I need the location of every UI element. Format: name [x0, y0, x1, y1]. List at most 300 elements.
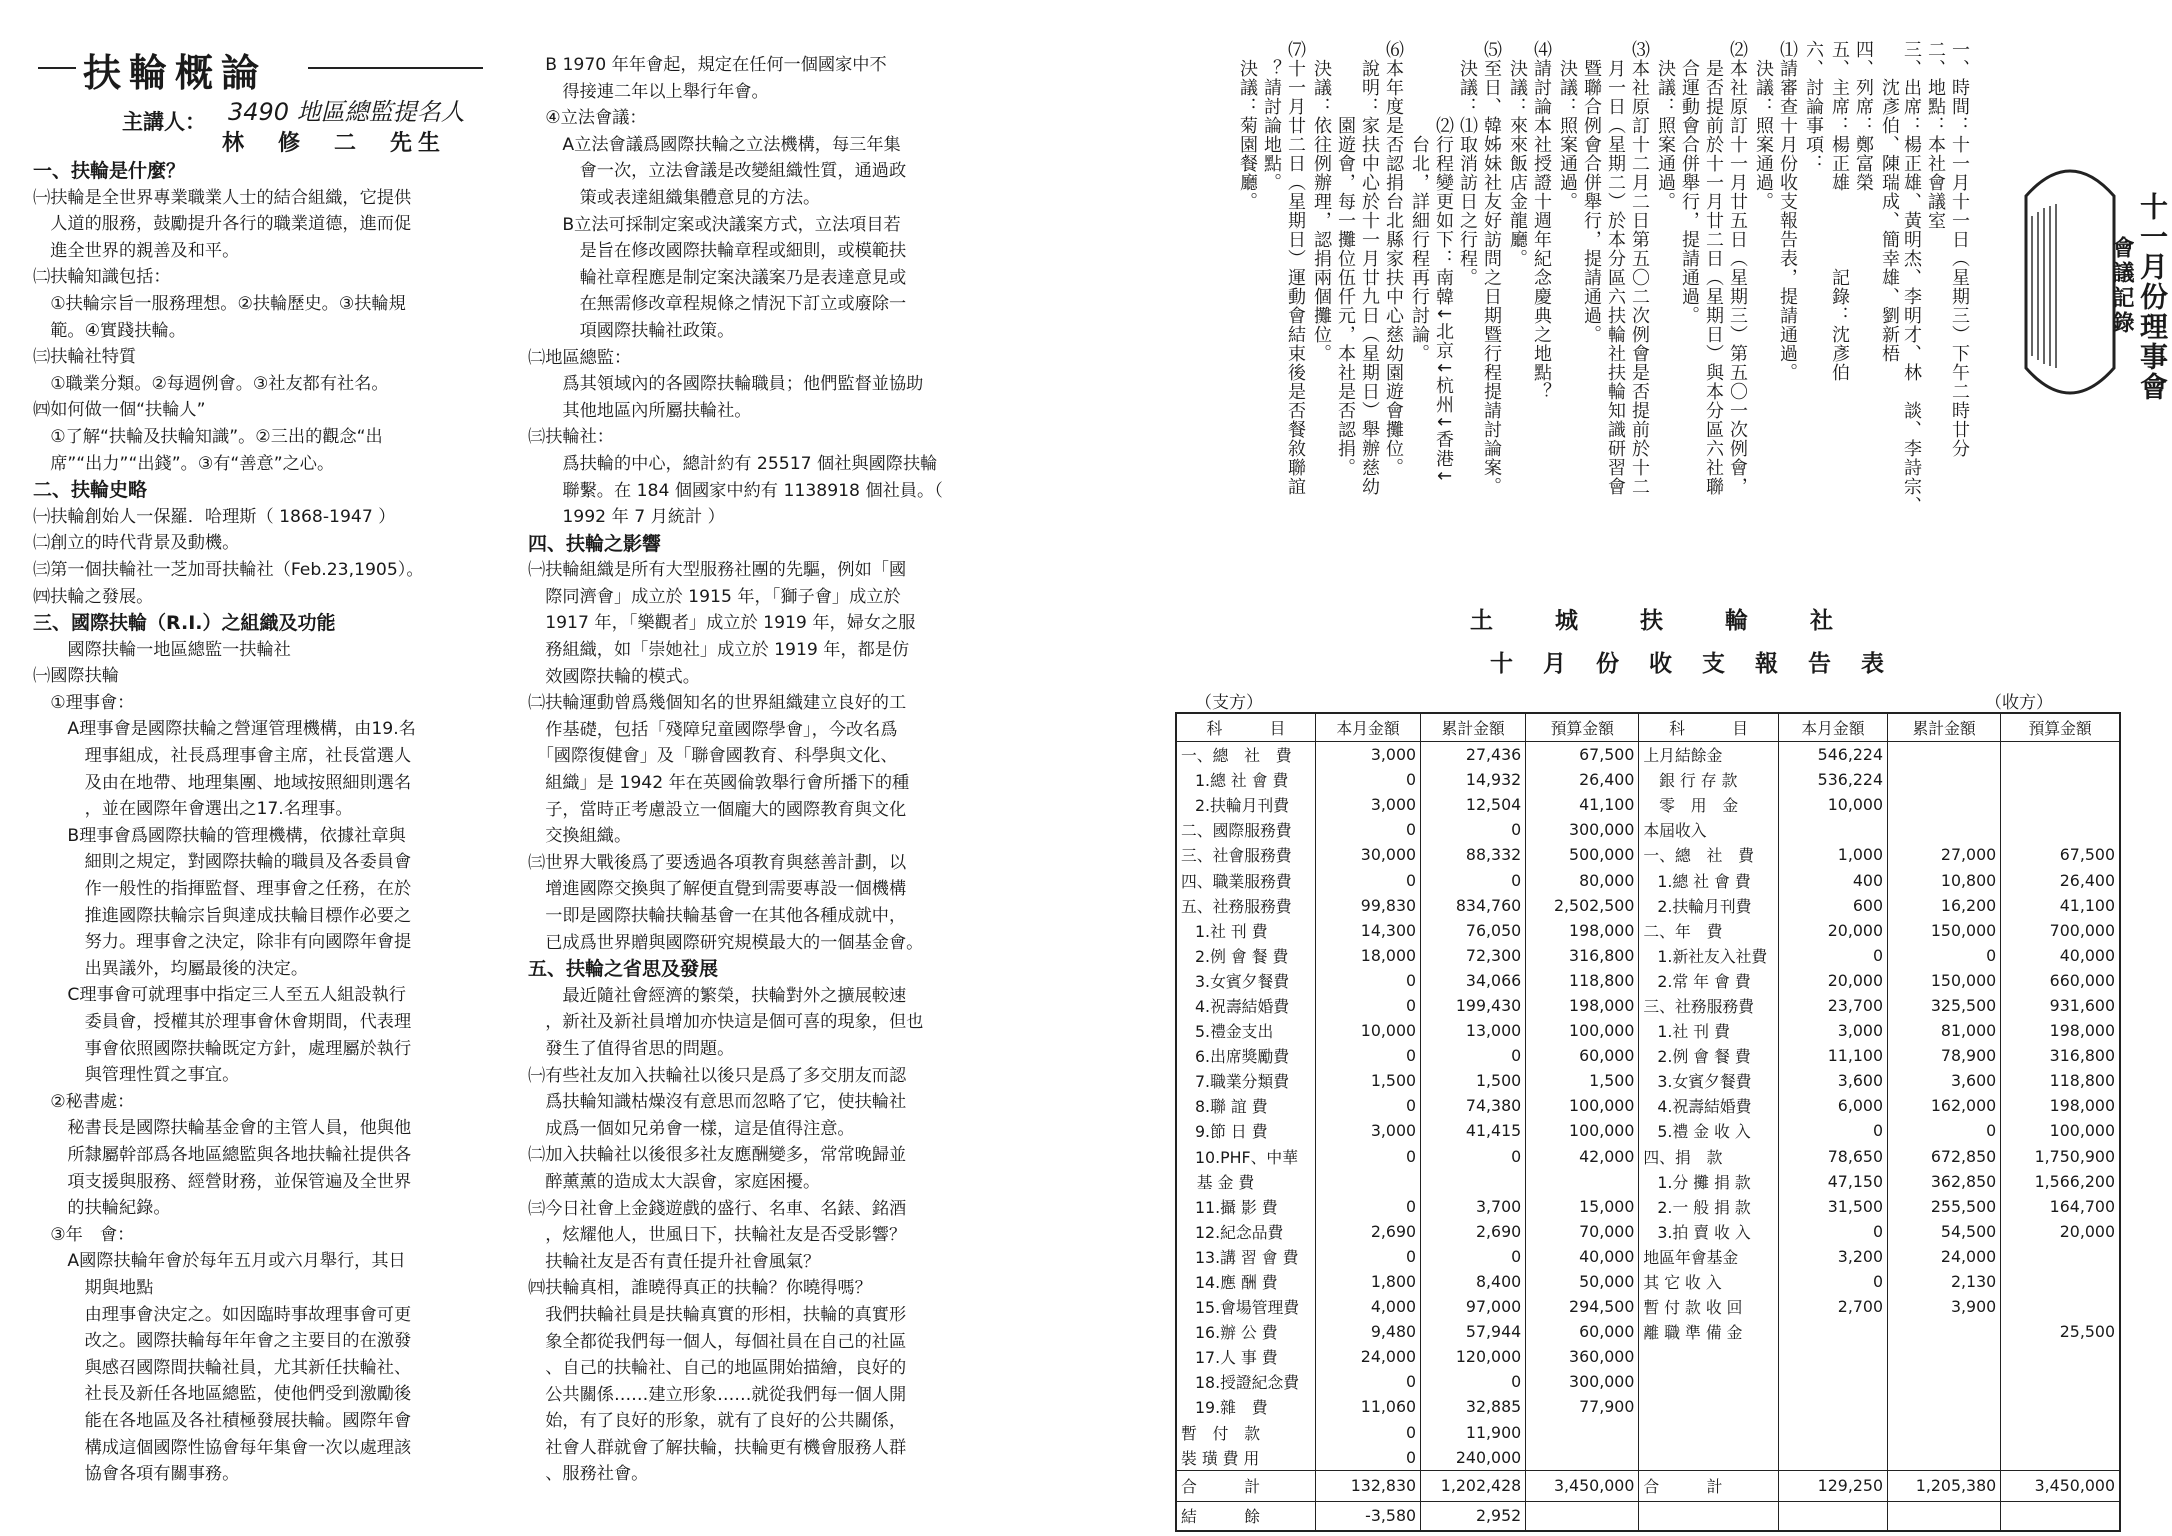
minutes-line: 五、主席：楊正雄 記錄：沈彥伯 [1829, 40, 1850, 382]
table-cell: 0 [1778, 1269, 1887, 1294]
table-cell: 255,500 [1888, 1194, 2001, 1219]
table-cell: 0 [1315, 1043, 1420, 1068]
table-cell [1888, 1344, 2001, 1369]
table-row [1176, 1219, 2120, 1244]
table-row [1176, 1344, 2120, 1369]
table-cell: 2.扶輪月刊費 [1176, 792, 1315, 817]
table-cell: 100,000 [1526, 1093, 1639, 1118]
text-line: 增進國際交換與了解便直覺到需要專設一個機構 [528, 879, 907, 900]
minutes-line: ？請討論地點。 [1261, 40, 1282, 192]
table-cell: 25,500 [2001, 1319, 2120, 1344]
text-line: 協會各項有關事務。 [33, 1464, 240, 1485]
table-cell: 銀 行 存 款 [1639, 767, 1778, 792]
text-line: 能在各地區及各社積極發展扶輪。國際年會 [33, 1410, 412, 1431]
minutes-line: 四、列席：鄭富榮 [1853, 40, 1874, 192]
table-cell: 暫 付 款 [1176, 1420, 1315, 1445]
table-row [1176, 943, 2120, 968]
table-cell: 78,650 [1778, 1144, 1887, 1169]
table-cell [1888, 1420, 2001, 1445]
table-cell: 0 [1315, 1194, 1420, 1219]
table-cell: 3,700 [1421, 1194, 1526, 1219]
table-row [1176, 867, 2120, 892]
table-cell: 18.授證紀念費 [1176, 1369, 1315, 1394]
minutes-line: 決議：依往例辦理，認捐兩個攤位。 [1311, 40, 1332, 363]
text-line: 務組織，如「崇她社」成立於 1919 年，都是仿 [528, 640, 910, 661]
table-cell: 2,690 [1421, 1219, 1526, 1244]
table-cell: 5.禮 金 收 入 [1639, 1118, 1778, 1143]
table-cell [1639, 1501, 1778, 1531]
text-line: 社長及新任各地區總監，使他們受到激勵後 [33, 1384, 412, 1405]
table-cell: 4,000 [1315, 1294, 1420, 1319]
table-cell: 一、總 社 費 [1176, 742, 1315, 768]
table-cell: 其 它 收 入 [1639, 1269, 1778, 1294]
table-cell: 26,400 [2001, 867, 2120, 892]
minutes-line: 沈彥伯、陳瑞成、簡幸雄、劉新梧 [1879, 40, 1900, 363]
table-cell: 零 用 金 [1639, 792, 1778, 817]
table-cell [1888, 792, 2001, 817]
table-cell: 0 [1888, 1118, 2001, 1143]
table-cell: 70,000 [1526, 1219, 1639, 1244]
text-line: ㈣扶輪真相，誰曉得真正的扶輪？你曉得嗎？ [528, 1278, 872, 1299]
text-line: B 1970 年年會起，規定在任何一個國家中不 [528, 55, 887, 75]
table-cell: 362,850 [1888, 1169, 2001, 1194]
table-cell: 162,000 [1888, 1093, 2001, 1118]
speaker-block [110, 92, 490, 162]
table-cell: 1.新社友入社費 [1639, 943, 1778, 968]
text-line: 、服務社會。 [528, 1464, 649, 1485]
table-cell [1778, 1344, 1887, 1369]
table-cell: 27,000 [1888, 842, 2001, 867]
table-cell [2001, 1269, 2120, 1294]
text-line: 委員會，授權其於理事會休會期間，代表理 [33, 1012, 412, 1032]
table-cell [2001, 1369, 2120, 1394]
text-line: 際同濟會」成立於 1915 年，「獅子會」成立於 [528, 586, 901, 607]
text-line: ㈡創立的時代背景及動機。 [33, 533, 240, 554]
title-rule-left [38, 67, 76, 69]
text-line: 人道的服務，鼓勵提升各行的職業道德，進而促 [33, 214, 412, 235]
table-cell: 325,500 [1888, 993, 2001, 1018]
table-cell: 40,000 [1526, 1244, 1639, 1269]
table-cell [1639, 1344, 1778, 1369]
text-line: B立法可採制定案或決議案方式，立法項目若 [528, 214, 901, 235]
text-line: 秘書長是國際扶輪基金會的主管人員，他與他 [33, 1118, 412, 1139]
text-line: 進全世界的親善及和平。 [33, 240, 240, 261]
table-cell: 3,000 [1315, 742, 1420, 768]
table-cell: 3,000 [1315, 792, 1420, 817]
table-cell: 0 [1778, 1118, 1887, 1143]
table-cell: 10,800 [1888, 867, 2001, 892]
text-line: ④立法會議： [528, 108, 647, 129]
table-cell: 31,500 [1778, 1194, 1887, 1219]
table-cell: 2.例 會 餐 費 [1176, 943, 1315, 968]
table-cell: 76,050 [1421, 918, 1526, 943]
table-cell: 7.職業分類費 [1176, 1068, 1315, 1093]
text-line: 最近隨社會經濟的繁榮，扶輪對外之擴展較速 [528, 985, 907, 1006]
table-cell: 5.禮金支出 [1176, 1018, 1315, 1043]
section-heading: 一、扶輪是什麼？ [33, 160, 186, 182]
table-cell [1778, 1501, 1887, 1531]
text-line: ㈠扶輪創始人一保羅．哈理斯（ 1868-1947 ） [33, 506, 396, 527]
table-cell: 合 計 [1639, 1470, 1778, 1501]
text-line: 期與地點 [33, 1277, 154, 1298]
text-line: 得接連二年以上舉行年會。 [528, 81, 769, 102]
table-cell: 536,224 [1778, 767, 1887, 792]
table-cell [2001, 792, 2120, 817]
table-cell: 1.分 攤 捐 款 [1639, 1169, 1778, 1194]
text-line: 社會人群就會了解扶輪，扶輪更有機會服務人群 [528, 1437, 907, 1458]
text-line: B理事會爲國際扶輪的管理機構，依據社章與 [33, 825, 406, 846]
table-cell: 129,250 [1778, 1470, 1887, 1501]
table-cell: 72,300 [1421, 943, 1526, 968]
table-cell [1888, 1501, 2001, 1531]
text-line: 始，有了良好的形象，就有了良好的公共關係， [528, 1411, 907, 1432]
table-cell: 合 計 [1176, 1470, 1315, 1501]
table-row [1176, 792, 2120, 817]
table-cell: 17.人 事 費 [1176, 1344, 1315, 1369]
table-cell: 24,000 [1315, 1344, 1420, 1369]
table-cell: 74,380 [1421, 1093, 1526, 1118]
table-cell: 0 [1315, 1420, 1420, 1445]
minutes-line: 決議：照案通過。 [1655, 40, 1676, 211]
table-cell: 80,000 [1526, 867, 1639, 892]
table-cell: 27,436 [1421, 742, 1526, 768]
table-cell: 暫 付 款 收 回 [1639, 1294, 1778, 1319]
text-line: 組織」是 1942 年在英國倫敦舉行會所播下的種 [528, 773, 910, 794]
table-cell: 360,000 [1526, 1344, 1639, 1369]
column-header: 本月金額 [1315, 713, 1420, 742]
table-cell: 60,000 [1526, 1043, 1639, 1068]
text-line: ㈡扶輪知識包括： [33, 267, 171, 288]
table-cell: 20,000 [2001, 1219, 2120, 1244]
text-line: ㈢扶輪社： [528, 427, 614, 448]
table-cell: 57,944 [1421, 1319, 1526, 1344]
title-rule-right [308, 67, 483, 69]
table-cell: 0 [1778, 1219, 1887, 1244]
table-cell: 8.聯 誼 費 [1176, 1093, 1315, 1118]
table-cell: 2,690 [1315, 1219, 1420, 1244]
table-cell: 18,000 [1315, 943, 1420, 968]
text-line: ①扶輪宗旨一服務理想。②扶輪歷史。③扶輪規 [33, 293, 406, 314]
table-cell: 0 [1315, 1369, 1420, 1394]
text-line: ①理事會： [33, 692, 135, 713]
table-cell: 0 [1315, 1244, 1420, 1269]
table-cell: 400 [1778, 867, 1887, 892]
table-cell: 150,000 [1888, 968, 2001, 993]
table-cell: 1.總 社 會 費 [1176, 767, 1315, 792]
text-line: 象全都從我們每一個人，每個社員在自己的社區 [528, 1331, 907, 1352]
text-line: 作基礎，包括「殘障兒童國際學會」，今改名爲 [528, 719, 898, 740]
table-cell: 12,504 [1421, 792, 1526, 817]
minutes-line: ⑷請討論本社授證十週年紀念慶典之地點？ [1531, 40, 1552, 401]
report-title: 十月份收支報告表 [1490, 650, 1914, 677]
text-line: 事會依照國際扶輪既定方針，處理屬於執行 [33, 1038, 412, 1059]
table-cell: 0 [1315, 767, 1420, 792]
table-cell: 294,500 [1526, 1294, 1639, 1319]
text-line: 輪社章程應是制定案決議案乃是表達意見或 [528, 267, 907, 288]
table-cell: 3.女賓夕餐費 [1176, 968, 1315, 993]
text-line: 醉薰薰的造成太大誤會，家庭困擾。 [528, 1171, 821, 1192]
speaker-name: 林 修 二 先生 [222, 131, 447, 156]
table-cell [2001, 1445, 2120, 1471]
table-cell: 100,000 [1526, 1018, 1639, 1043]
text-line: ㈡加入扶輪社以後很多社友應酬變多，常常晚歸並 [528, 1145, 907, 1166]
table-cell [1778, 1394, 1887, 1419]
text-line: 席”“出力”“出錢”。③有“善意”之心。 [33, 453, 335, 474]
text-line: C理事會可就理事中指定三人至五人組設執行 [33, 985, 406, 1006]
text-line: 「國際復健會」及「聯會國教育、科學與文化、 [528, 746, 898, 767]
table-row [1176, 1394, 2120, 1419]
speaker-title: 3490 地區總監提名人 [228, 98, 465, 126]
text-line: ㈡地區總監： [528, 347, 632, 368]
text-line: ②秘書處： [33, 1091, 135, 1112]
text-line: 是旨在修改國際扶輪章程或細則，或模範扶 [528, 241, 907, 262]
table-cell: 240,000 [1421, 1445, 1526, 1471]
table-cell: 三、社務服務費 [1639, 993, 1778, 1018]
table-cell [1778, 1420, 1887, 1445]
table-cell [1888, 817, 2001, 842]
table-cell: 裝 璜 費 用 [1176, 1445, 1315, 1471]
table-cell: 20,000 [1778, 918, 1887, 943]
table-cell: 24,000 [1888, 1244, 2001, 1269]
table-cell: 1,500 [1421, 1068, 1526, 1093]
table-row [1176, 968, 2120, 993]
table-cell: 11,900 [1421, 1420, 1526, 1445]
table-cell: 2,502,500 [1526, 893, 1639, 918]
table-cell: 0 [1421, 1043, 1526, 1068]
text-line: 1917 年，「樂觀者」成立於 1919 年，婦女之服 [528, 613, 916, 634]
minutes-line: 暨聯合例會合併舉行，提請通過。 [1581, 40, 1602, 344]
minutes-line: 決議：照案通過。 [1753, 40, 1774, 211]
table-cell: 1.總 社 會 費 [1639, 867, 1778, 892]
table-cell: 3,450,000 [2001, 1470, 2120, 1501]
table-cell: 上月結餘金 [1639, 742, 1778, 768]
table-cell: 40,000 [2001, 943, 2120, 968]
table-cell: 67,500 [1526, 742, 1639, 768]
table-cell: 1,800 [1315, 1269, 1420, 1294]
text-line: 子，當時正考慮設立一個龐大的國際教育與文化 [528, 799, 907, 820]
column-header: 本月金額 [1778, 713, 1887, 742]
text-line: 發生了值得省思的問題。 [528, 1038, 735, 1059]
text-line: ，炫耀他人，世風日下，扶輪社友是否受影響？ [528, 1225, 907, 1246]
club-name: 土城扶輪社 [1470, 607, 1895, 634]
table-cell: 一、總 社 費 [1639, 842, 1778, 867]
table-cell [2001, 1501, 2120, 1531]
table-cell: 2.常 年 會 費 [1639, 968, 1778, 993]
table-cell: 2,952 [1421, 1501, 1526, 1531]
table-cell: 41,100 [1526, 792, 1639, 817]
table-cell: 41,415 [1421, 1118, 1526, 1143]
text-line: 在無需修改章程規條之情況下訂立或廢除一 [528, 294, 907, 315]
table-cell [1526, 1420, 1639, 1445]
text-line: ①職業分類。②每週例會。③社友都有社名。 [33, 373, 389, 394]
table-cell: 0 [1778, 943, 1887, 968]
table-cell: 三、社會服務費 [1176, 842, 1315, 867]
table-cell: 0 [1421, 817, 1526, 842]
table-cell [1526, 1169, 1639, 1194]
text-line: 範。④實踐扶輪。 [33, 320, 186, 341]
text-line: A國際扶輪年會於每年五月或六月舉行，其日 [33, 1251, 406, 1272]
table-cell: 10,000 [1315, 1018, 1420, 1043]
minutes-line: 決議：⑴取消訪日之行程。 [1457, 40, 1478, 287]
text-line: 我們扶輪社員是扶輪真實的形相，扶輪的真實形 [528, 1304, 907, 1325]
text-line: ㈠扶輪是全世界專業職業人士的結合組織，它提供 [33, 187, 412, 208]
speaker-label: 主講人： [122, 110, 206, 134]
table-cell: 54,500 [1888, 1219, 2001, 1244]
minutes-line: 六、討論事項： [1803, 40, 1824, 173]
text-line: 細則之規定，對國際扶輪的職員及各委員會 [33, 852, 412, 873]
minutes-line: ⑵本社原訂十一月廿五日（星期三）第五〇一次例會， [1727, 40, 1748, 496]
table-cell [1639, 1394, 1778, 1419]
lecture-column-2 [528, 52, 998, 1488]
table-cell [1526, 1445, 1639, 1471]
table-cell: 14,300 [1315, 918, 1420, 943]
text-line: 爲扶輪的中心，總計約有 25517 個社與國際扶輪 [528, 453, 938, 474]
text-line: 及由在地帶、地理集團、地域按照細則選名 [33, 772, 412, 793]
text-line: 所隸屬幹部爲各地區總監與各地扶輪社提供各 [33, 1144, 412, 1165]
table-cell [1639, 1369, 1778, 1394]
table-cell: 1,750,900 [2001, 1144, 2120, 1169]
table-cell: 四、捐 款 [1639, 1144, 1778, 1169]
text-line: 公共關係……建立形象……就從我們每一個人開 [528, 1384, 907, 1405]
table-row [1176, 742, 2120, 768]
minutes-line: ⑹本年度是否認捐台北縣家扶中心慈幼園遊會攤位。 [1383, 40, 1404, 477]
text-line: ㈠國際扶輪 [33, 666, 119, 687]
text-line: 已成爲世界贈與國際研究規模最大的一個基金會。 [528, 932, 924, 953]
table-cell: 100,000 [1526, 1118, 1639, 1143]
lecture-column-1 [33, 158, 495, 1488]
minutes-line: ⑵行程變更如下：南韓↓北京↓杭州↓香港↓ [1433, 40, 1454, 485]
table-cell: 1,205,380 [1888, 1470, 2001, 1501]
minutes-line: 月一日（星期二）於本分區六扶輪社扶輪知識研習會 [1605, 40, 1626, 496]
column-header: 累計金額 [1421, 713, 1526, 742]
table-cell: 3.拍 賣 收 入 [1639, 1219, 1778, 1244]
table-cell: 88,332 [1421, 842, 1526, 867]
table-cell [1778, 1319, 1887, 1344]
table-cell: 198,000 [1526, 993, 1639, 1018]
table-row [1176, 1369, 2120, 1394]
table-cell: 3.女賓夕餐費 [1639, 1068, 1778, 1093]
table-row [1176, 1470, 2120, 1501]
text-line: ㈢今日社會上金錢遊戲的盛行、名車、名錶、銘酒 [528, 1198, 907, 1219]
table-cell: 二、年 費 [1639, 918, 1778, 943]
table-cell: 離 職 準 備 金 [1639, 1319, 1778, 1344]
table-cell: 12.紀念品費 [1176, 1219, 1315, 1244]
table-cell: 3,200 [1778, 1244, 1887, 1269]
table-cell: 16,200 [1888, 893, 2001, 918]
section-heading: 四、扶輪之影響 [528, 532, 662, 555]
table-row [1176, 1118, 2120, 1143]
table-cell: 19.雜 費 [1176, 1394, 1315, 1419]
table-cell: 1,500 [1315, 1068, 1420, 1093]
table-cell: 0 [1421, 867, 1526, 892]
table-cell: 34,066 [1421, 968, 1526, 993]
minutes-line: 決議：照案通過。 [1557, 40, 1578, 211]
minutes-line: 一、時間：十一月十一日（星期三）下午二時廿分 [1949, 40, 1970, 458]
minutes-body [1180, 40, 1980, 680]
text-line: 由理事會決定之。如因臨時事故理事會可更 [33, 1304, 412, 1325]
table-cell: 0 [1315, 867, 1420, 892]
lecture-title-row [38, 42, 483, 95]
minutes-line: 決議：菊園餐廳。 [1237, 40, 1258, 211]
text-line: 成爲一個如兄弟會一樣，這是值得注意。 [528, 1118, 855, 1139]
table-cell [1778, 1369, 1887, 1394]
table-cell: 546,224 [1778, 742, 1887, 768]
table-cell: 3,900 [1888, 1294, 2001, 1319]
table-cell: 11.攝 影 費 [1176, 1194, 1315, 1219]
text-line: 扶輪社友是否有責任提升社會風氣？ [528, 1251, 821, 1272]
table-cell: 3,600 [1888, 1068, 2001, 1093]
text-line: ㈢扶輪社特質 [33, 347, 137, 368]
text-line: 作一般性的指揮監督、理事會之任務，在於 [33, 879, 412, 900]
table-cell: 834,760 [1421, 893, 1526, 918]
table-cell: 8,400 [1421, 1269, 1526, 1294]
table-row [1176, 1294, 2120, 1319]
table-cell [1778, 1445, 1887, 1471]
table-cell [2001, 1294, 2120, 1319]
text-line: 改之。國際扶輪每年年會之主要目的在激發 [33, 1331, 412, 1352]
section-heading: 三、國際扶輪（R.I.）之組織及功能 [33, 612, 336, 635]
table-row [1176, 993, 2120, 1018]
minutes-line: ⑶本社原訂十二月二日第五〇二次例會是否提前於十二 [1629, 40, 1650, 496]
minutes-line: 台北，詳細行程再行討論。 [1409, 40, 1430, 363]
text-line: 國際扶輪一地區總監一扶輪社 [33, 639, 291, 660]
table-cell: 50,000 [1526, 1269, 1639, 1294]
table-row [1176, 1244, 2120, 1269]
table-cell: 198,000 [2001, 1018, 2120, 1043]
table-cell [2001, 1420, 2120, 1445]
table-cell: 0 [1421, 1244, 1526, 1269]
text-line: 與感召國際間扶輪社員，尤其新任扶輪社、 [33, 1357, 412, 1378]
table-cell: 97,000 [1421, 1294, 1526, 1319]
table-cell: 6,000 [1778, 1093, 1887, 1118]
text-line: 交換組織。 [528, 826, 632, 847]
table-cell: 931,600 [2001, 993, 2120, 1018]
text-line: 效國際扶輪的模式。 [528, 666, 700, 687]
table-cell: 0 [1315, 1445, 1420, 1471]
table-cell: 1,500 [1526, 1068, 1639, 1093]
table-cell: 10,000 [1778, 792, 1887, 817]
table-row [1176, 1269, 2120, 1294]
table-cell: 99,830 [1315, 893, 1420, 918]
table-cell: 9.節 日 費 [1176, 1118, 1315, 1143]
table-cell: 3,000 [1315, 1118, 1420, 1143]
table-cell: 1,566,200 [2001, 1169, 2120, 1194]
table-cell: 600 [1778, 893, 1887, 918]
table-cell: 0 [1315, 968, 1420, 993]
table-cell: 本屆收入 [1639, 817, 1778, 842]
text-line: ㈡扶輪運動曾爲幾個知名的世界組織建立良好的工 [528, 693, 907, 714]
lecture-title: 扶輪概論 [83, 50, 268, 95]
table-row [1176, 1169, 2120, 1194]
table-cell: 13.講 習 會 費 [1176, 1244, 1315, 1269]
table-cell [1888, 1394, 2001, 1419]
text-line: ，並在國際年會選出之17.名理事。 [33, 799, 353, 820]
text-line: 與管理性質之事宜。 [33, 1065, 240, 1086]
table-cell: 118,800 [2001, 1068, 2120, 1093]
table-cell: 3,000 [1778, 1018, 1887, 1043]
table-cell: 五、社務服務費 [1176, 893, 1315, 918]
table-cell [1639, 1445, 1778, 1471]
minutes-line: 是否提前於十一月廿二日（星期日）與本分區六社聯 [1703, 40, 1724, 496]
table-row [1176, 893, 2120, 918]
table-cell: 16.辦 公 費 [1176, 1319, 1315, 1344]
text-line: ㈣如何做一個“扶輪人” [33, 400, 206, 421]
table-cell: 700,000 [2001, 918, 2120, 943]
table-cell: 15,000 [1526, 1194, 1639, 1219]
text-line: ③年 會： [33, 1224, 135, 1245]
text-line: 、自己的扶輪社、自己的地區開始描繪，良好的 [528, 1358, 907, 1379]
table-cell: 0 [1315, 993, 1420, 1018]
